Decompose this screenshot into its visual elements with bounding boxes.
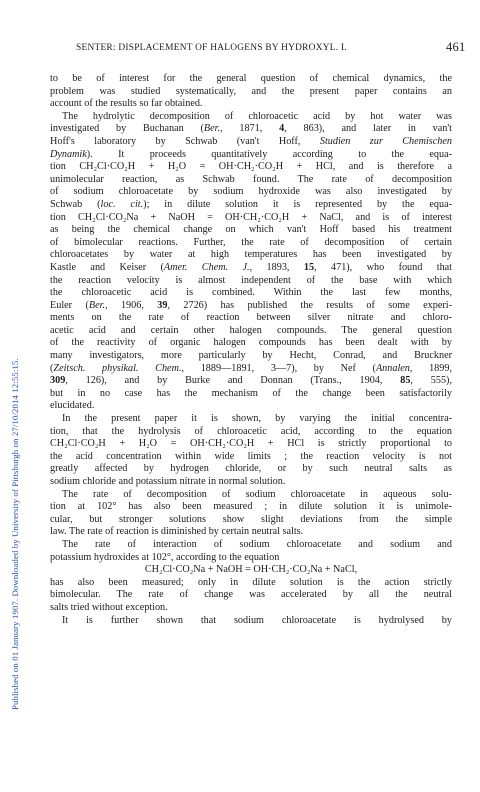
text-line: [50, 312, 452, 325]
journal-italic: Ber.: [88, 299, 105, 311]
text-line: [50, 186, 452, 199]
text-span: (: [50, 362, 54, 374]
text-span: , 863), and later in van't: [284, 123, 452, 135]
download-watermark-text: Published on 01 January 1907. Downloaded by University of Pittsburgh on 27/10/2014 12:55:15.: [10, 358, 20, 710]
body-text: [50, 73, 452, 627]
text-line: [50, 363, 452, 376]
text-line: [50, 489, 452, 502]
text-span: of bimolecular reactions. Further, the rate of decomposition of certain: [50, 236, 452, 248]
text-span: sodium chloride and potassium nitrate in normal solution.: [50, 476, 286, 487]
journal-italic: Studien zur Chemischen: [319, 135, 452, 147]
text-line: [50, 199, 452, 212]
text-span: problem was studied systematically, and the present paper contains an: [50, 85, 452, 97]
text-line: [50, 337, 452, 350]
text-span: The rate of interaction of sodium chloroacetate and sodium and: [62, 538, 452, 550]
text-line: [50, 287, 452, 300]
text-line: [50, 249, 452, 262]
text-span: greatly affected by hydrogen chloride, or by such neutral salts as: [50, 463, 452, 475]
text-span: investigated by Buchanan (: [50, 123, 204, 135]
text-span: ments on the rate of reaction between silver nitrate and chloro-: [50, 312, 452, 324]
text-line: [50, 501, 452, 514]
text-span: Schwab (: [50, 198, 101, 210]
text-span: as being the chemical change on which van't Hoff based his treatment: [50, 224, 452, 236]
text-span: , 126), and by Burke and Donnan (Trans., 1904,: [65, 375, 401, 387]
text-span: the reaction velocity is almost independent of the base with which: [50, 274, 452, 286]
text-line: [50, 123, 452, 136]
text-span: salts tried without exception.: [50, 601, 168, 613]
text-line: [50, 325, 452, 338]
journal-italic: Amer. Chem. J.: [163, 261, 250, 273]
running-title: SENTER: DISPLACEMENT OF HALOGENS BY HYDROXYL. I.: [76, 43, 347, 53]
text-span: bimolecular. The rate of change was accelerated by all the neutral: [50, 589, 452, 601]
text-span: law. The rate of reaction is diminished by certain neutral salts.: [50, 526, 304, 538]
text-line: [50, 463, 452, 476]
text-line: [50, 262, 452, 275]
text-span: of sodium chloroacetate by sodium hydroxide was also investigated by: [50, 186, 452, 198]
text-line: [50, 388, 452, 401]
journal-italic: Annalen: [375, 362, 410, 374]
text-line: [50, 300, 452, 313]
text-span: , 1893,: [249, 261, 304, 273]
text-line: [50, 539, 452, 552]
text-line: [50, 451, 452, 464]
text-line: [50, 149, 452, 162]
text-span: tion at 102° has also been measured ; in dilute solution it is unimole-: [50, 501, 452, 513]
text-span: tion, that the hydrolysis of chloroacetic acid, according to the equation: [50, 425, 452, 437]
text-line: [50, 375, 452, 388]
text-span: , 1871,: [220, 123, 280, 135]
text-line: [50, 615, 452, 628]
text-span: The rate of decomposition of sodium chloroacetate in aqueous solu-: [62, 488, 452, 500]
text-line: [50, 514, 452, 527]
text-line: [50, 577, 452, 590]
text-line: [50, 438, 452, 451]
download-watermark: [3, 70, 20, 710]
text-line: [50, 400, 452, 413]
text-line: [50, 224, 452, 237]
text-line: [50, 174, 452, 187]
text-span: , 2726) has published the results of some experi-: [167, 299, 452, 311]
text-span: acetic acid and certain other halogen compounds. The general question: [50, 324, 452, 336]
text-line: [50, 136, 452, 149]
text-line: [50, 589, 452, 602]
text-span: unimolecular reaction, as Schwab found. The rate of decomposition: [50, 173, 452, 185]
journal-italic: Ber.: [203, 123, 221, 135]
text-span: of the reactivity of organic halogen compounds has been dealt with by: [50, 337, 452, 349]
text-span: The hydrolytic decomposition of chloroacetic acid by hot water was: [62, 110, 452, 122]
text-span: chloroacetates by water at high temperatures has been investigated by: [50, 249, 452, 261]
volume-bold: 39: [157, 299, 168, 311]
text-line: [50, 350, 452, 363]
text-span: potassium hydroxides at 102°, according to the equation: [50, 551, 280, 563]
text-span: cular, but stronger solutions show slight deviations from the simple: [50, 513, 452, 525]
text-span: tion CH₂Cl·CO₂H + H₂O = OH·CH₂·CO₂H + HCl, and is therefore a: [50, 161, 452, 173]
text-span: , 1899,: [409, 362, 453, 374]
journal-italic: Dynamik: [50, 148, 87, 160]
text-span: Kastle and Keiser (: [50, 261, 164, 273]
text-line: [50, 526, 452, 539]
text-span: In the present paper it is shown, by varying the initial concentra-: [62, 413, 452, 425]
volume-bold: 4: [279, 123, 285, 135]
text-span: but in no case has the mechanism of the change been satisfactorily: [50, 387, 452, 399]
text-span: CH₂Cl·CO₂H + H₂O = OH·CH₂·CO₂H + HCl is strictly proportional to: [50, 438, 452, 450]
text-span: Hoff's laboratory by Schwab (van't Hoff,: [50, 135, 320, 147]
text-line: [50, 111, 452, 124]
volume-bold: 15: [303, 261, 315, 273]
text-span: CH₂Cl·CO₂Na + NaOH = OH·CH₂·CO₂Na + NaCl,: [144, 564, 358, 576]
text-line: [50, 426, 452, 439]
equation-line: [50, 564, 452, 577]
page-number: 461: [446, 40, 466, 54]
text-line: [50, 476, 452, 489]
text-span: , 1906,: [105, 299, 158, 311]
journal-italic: loc. cit.: [100, 198, 144, 210]
text-line: [50, 275, 452, 288]
text-line: [50, 73, 452, 86]
text-span: account of the results so far obtained.: [50, 98, 203, 110]
text-line: [50, 98, 452, 111]
volume-bold: 309: [50, 375, 66, 387]
volume-bold: 85: [400, 375, 411, 387]
text-line: [50, 86, 452, 99]
text-span: has also been measured; only in dilute solution is the action strictly: [50, 576, 452, 588]
text-line: [50, 212, 452, 225]
text-span: It is further shown that sodium chloroacetate is hydrolysed by: [62, 614, 452, 626]
running-header: [0, 40, 480, 56]
text-span: elucidated.: [50, 400, 95, 412]
journal-italic: Zeitsch. physikal. Chem.: [53, 362, 182, 374]
text-span: tion CH₂Cl·CO₂Na + NaOH = OH·CH₂·CO₂H + NaCl, and is of interest: [50, 211, 452, 223]
text-span: , 471), who found that: [314, 261, 453, 273]
text-line: [50, 552, 452, 565]
text-span: Euler (: [50, 299, 89, 311]
text-span: ). It proceeds quantitatively according to the equa-: [86, 148, 452, 160]
text-span: many investigators, more particularly by Hecht, Conrad, and Bruckner: [50, 350, 452, 362]
text-line: [50, 161, 452, 174]
text-span: , 555),: [410, 375, 452, 387]
text-line: [50, 602, 452, 615]
text-span: the acid concentration within wide limits ; the reaction velocity is not: [50, 450, 452, 462]
text-span: , 1889—1891, 3—7), by Nef (: [181, 362, 376, 374]
text-span: ); in dilute solution it is represented by the equa-: [143, 198, 453, 210]
text-line: [50, 237, 452, 250]
text-span: the chloroacetic acid is combined. Within the last few months,: [50, 287, 452, 299]
text-line: [50, 413, 452, 426]
text-span: to be of interest for the general question of chemical dynamics, the: [50, 73, 452, 84]
